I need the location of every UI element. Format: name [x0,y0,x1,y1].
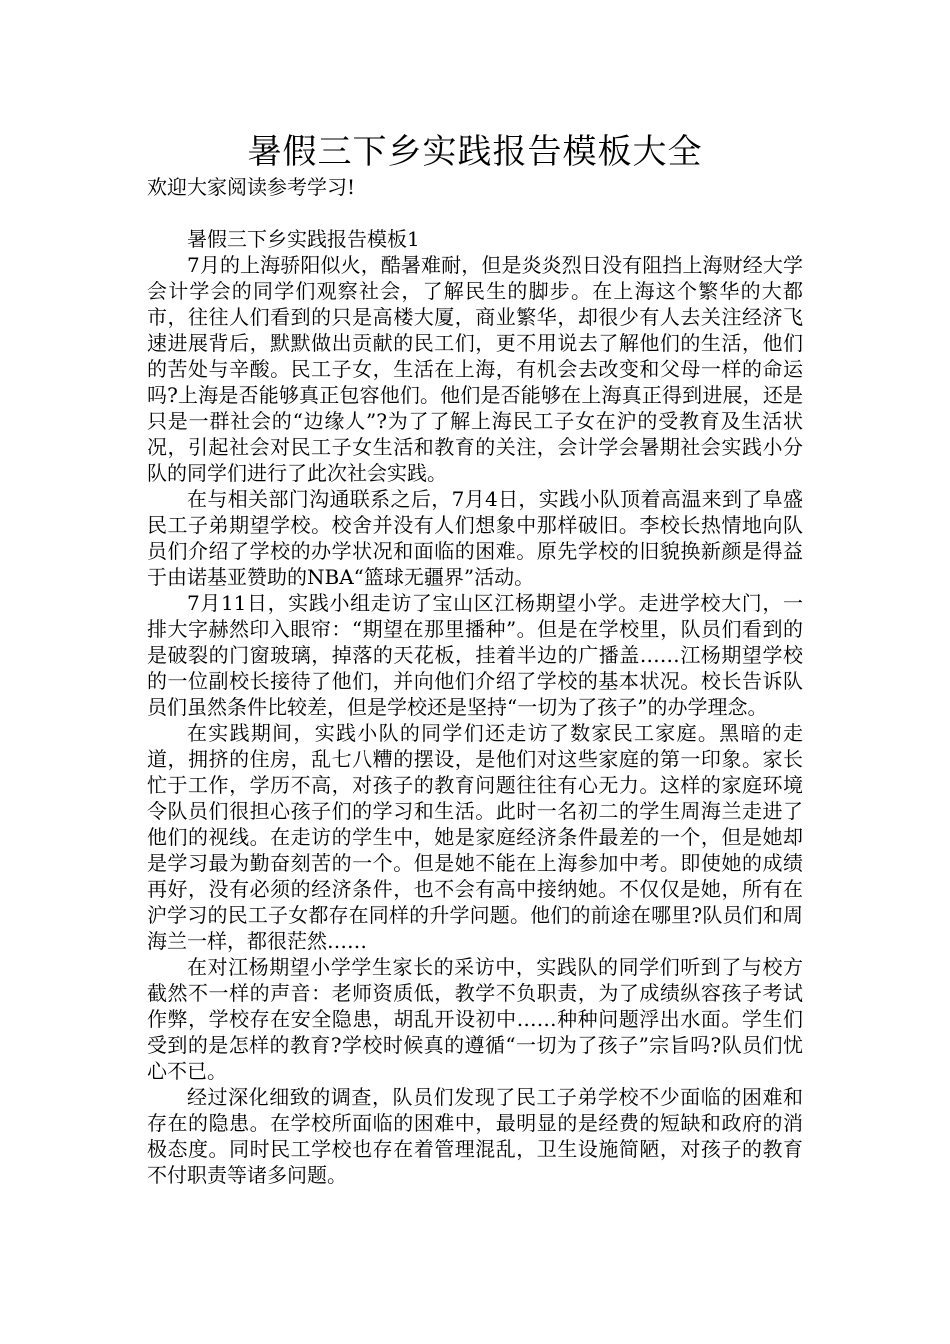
blank-line [147,200,803,226]
paragraph-3: 7月11日，实践小组走访了宝山区江杨期望小学。走进学校大门，一排大字赫然印入眼帘：“期望在那里播种”。但是在学校里，队员们看到的是破裂的门窗玻璃，掉落的天花板，挂着半边的广播盖……江杨期望学校的一位副校长接待了他们，并向他们介绍了学校的基本状况。校长告诉队员们虽然条件比较差，但是学校还是坚持“一切为了孩子”的办学理念。 [147,591,803,719]
paragraph-6: 经过深化细致的调查，队员们发现了民工子弟学校不少面临的困难和存在的隐患。在学校所面临的困难中，最明显的是经费的短缺和政府的消极态度。同时民工学校也存在着管理混乱，卫生设施简陋，对孩子的教育不付职责等诸多问题。 [147,1085,803,1187]
paragraph-4: 在实践期间，实践小队的同学们还走访了数家民工家庭。黑暗的走道，拥挤的住房，乱七八糟的摆设，是他们对这些家庭的第一印象。家长忙于工作，学历不高，对孩子的教育问题往往有心无力。这样的家庭环境令队员们很担心孩子们的学习和生活。此时一名初二的学生周海兰走进了他们的视线。在走访的学生中，她是家庭经济条件最差的一个，但是她却是学习最为勤奋刻苦的一个。但是她不能在上海参加中考。即使她的成绩再好，没有必须的经济条件，也不会有高中接纳她。不仅仅是她，所有在沪学习的民工子女都存在同样的升学问题。他们的前途在哪里?队员们和周海兰一样，都很茫然…… [147,721,803,953]
section-heading: 暑假三下乡实践报告模板1 [187,227,420,251]
paragraph-5: 在对江杨期望小学学生家长的采访中，实践队的同学们听到了与校方截然不一样的声音：老师资质低，教学不负职责，为了成绩纵容孩子考试作弊，学校存在安全隐患，胡乱开设初中……种种问题浮出水面。学生们受到的是怎样的教育?学校时候真的遵循“一切为了孩子”宗旨吗?队员们忧心不已。 [147,955,803,1083]
paragraph-1: 7月的上海骄阳似火，酷暑难耐，但是炎炎烈日没有阻挡上海财经大学会计学会的同学们观察社会，了解民生的脚步。在上海这个繁华的大都市，往往人们看到的只是高楼大厦，商业繁华，却很少有人去关注经济飞速进展背后，默默做出贡献的民工们，更不用说去了解他们的生活，他们的苦处与辛酸。民工子女，生活在上海，有机会去改变和父母一样的命运吗?上海是否能够真正包容他们。他们是否能够在上海真正得到进展，还是只是一群社会的“边缘人”?为了了解上海民工子女在沪的受教育及生活状况，引起社会对民工子女生活和教育的关注，会计学会暑期社会实践小分队的同学们进行了此次社会实践。 [147,253,803,485]
document-page [147,0,803,1188]
paragraph-2: 在与相关部门沟通联系之后，7月4日，实践小队顶着高温来到了阜盛民工子弟期望学校。校舍并没有人们想象中那样破旧。李校长热情地向队员们介绍了学校的办学状况和面临的困难。原先学校的旧貌换新颜是得益于由诺基亚赞助的NBA“篮球无疆界”活动。 [147,487,803,589]
document-title: 暑假三下乡实践报告模板大全 [247,132,703,172]
intro-text: 欢迎大家阅读参考学习! [147,175,356,199]
